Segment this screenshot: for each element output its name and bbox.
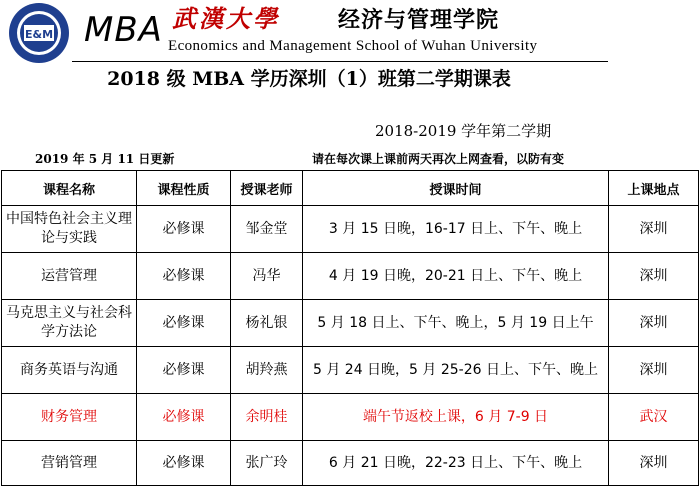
header-divider xyxy=(72,61,608,62)
course-teacher: 余明桂 xyxy=(231,394,303,441)
course-time: 3 月 15 日晚，16-17 日上、下午、晚上 xyxy=(303,206,609,253)
course-teacher: 杨礼银 xyxy=(231,300,303,347)
course-teacher: 邹金堂 xyxy=(231,206,303,253)
table-row-highlighted xyxy=(2,394,699,441)
table-row xyxy=(2,441,699,486)
course-name: 马克思主义与社会科学方法论 xyxy=(2,300,137,347)
course-name: 财务管理 xyxy=(2,394,137,441)
course-schedule-table xyxy=(1,170,699,486)
school-seal-logo xyxy=(2,1,76,65)
document-title: 2018 级 MBA 学历深圳（1）班第二学期课表 xyxy=(107,68,511,90)
course-time: 5 月 24 日晚，5 月 25-26 日上、下午、晚上 xyxy=(303,347,609,394)
header-time: 授课时间 xyxy=(303,171,609,206)
course-teacher: 张广玲 xyxy=(231,441,303,486)
course-name: 商务英语与沟通 xyxy=(2,347,137,394)
course-name: 营销管理 xyxy=(2,441,137,486)
header-teacher: 授课老师 xyxy=(231,171,303,206)
course-type: 必修课 xyxy=(137,206,231,253)
table-row xyxy=(2,206,699,253)
course-type: 必修课 xyxy=(137,441,231,486)
course-location: 深圳 xyxy=(609,300,699,347)
course-teacher: 冯华 xyxy=(231,253,303,300)
course-type: 必修课 xyxy=(137,300,231,347)
academic-term: 2018-2019 学年第二学期 xyxy=(375,122,552,140)
school-name-cn: 经济与管理学院 xyxy=(338,7,500,33)
course-name: 中国特色社会主义理论与实践 xyxy=(2,206,137,253)
course-name: 运营管理 xyxy=(2,253,137,300)
table-header-row xyxy=(2,171,699,206)
course-location: 深圳 xyxy=(609,347,699,394)
table-row xyxy=(2,347,699,394)
course-time: 4 月 19 日晚，20-21 日上、下午、晚上 xyxy=(303,253,609,300)
course-location: 深圳 xyxy=(609,441,699,486)
seal-monogram: E&M xyxy=(24,28,54,41)
course-time: 5 月 18 日上、下午、晚上，5 月 19 日上午 xyxy=(303,300,609,347)
course-location: 武汉 xyxy=(609,394,699,441)
course-time: 6 月 21 日晚，22-23 日上、下午、晚上 xyxy=(303,441,609,486)
course-type: 必修课 xyxy=(137,347,231,394)
course-time: 端午节返校上课，6 月 7-9 日 xyxy=(303,394,609,441)
update-date: 2019 年 5 月 11 日更新 xyxy=(35,152,175,166)
university-logo: 武漢大學 xyxy=(172,4,280,33)
header-location: 上课地点 xyxy=(609,171,699,206)
course-type: 必修课 xyxy=(137,394,231,441)
header-type: 课程性质 xyxy=(137,171,231,206)
table-row xyxy=(2,300,699,347)
course-type: 必修课 xyxy=(137,253,231,300)
mba-logo-text: MBA xyxy=(84,10,163,50)
course-location: 深圳 xyxy=(609,253,699,300)
table-row xyxy=(2,253,699,300)
school-name-en: Economics and Management School of Wuhan University xyxy=(168,38,538,54)
schedule-notice: 请在每次课上课前两天再次上网查看，以防有变 xyxy=(312,152,565,166)
header-course: 课程名称 xyxy=(2,171,137,206)
course-location: 深圳 xyxy=(609,206,699,253)
course-teacher: 胡羚燕 xyxy=(231,347,303,394)
